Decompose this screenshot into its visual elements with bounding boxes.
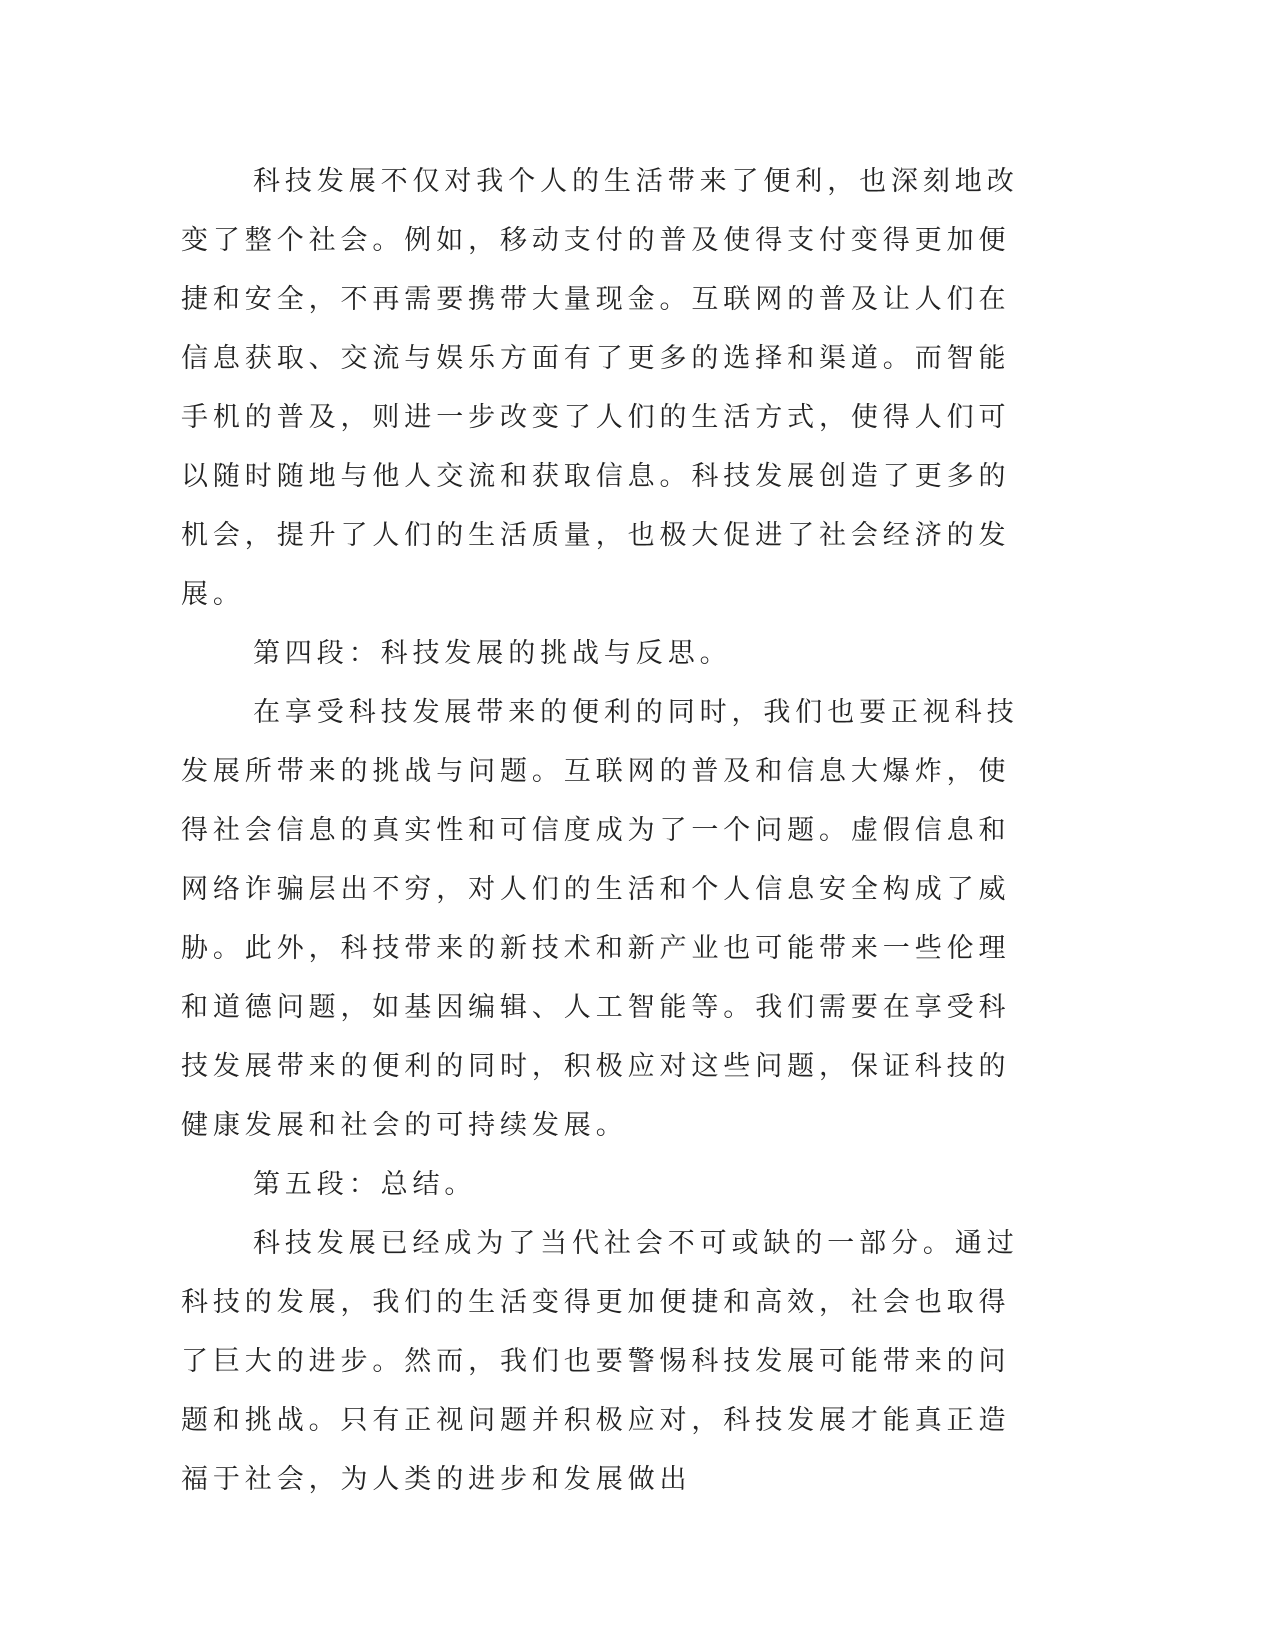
paragraph-challenges: 在享受科技发展带来的便利的同时，我们也要正视科技发展所带来的挑战与问题。互联网的普及和信息大爆炸，使得社会信息的真实性和可信度成为了一个问题。虚假信息和网络诈骗层出不穷，对人们的生活和个人信息安全构成了威胁。此外，科技带来的新技术和新产业也可能带来一些伦理和道德问题，如基因编辑、人工智能等。我们需要在享受科技发展带来的便利的同时，积极应对这些问题，保证科技的健康发展和社会的可持续发展。 xyxy=(181,697,1019,1141)
section-heading-4: 第四段：科技发展的挑战与反思。 xyxy=(253,638,732,669)
section-heading-5: 第五段：总结。 xyxy=(253,1169,477,1200)
paragraph-social-impact: 科技发展不仅对我个人的生活带来了便利，也深刻地改变了整个社会。例如，移动支付的普及使得支付变得更加便捷和安全，不再需要携带大量现金。互联网的普及让人们在信息获取、交流与娱乐方面有了更多的选择和渠道。而智能手机的普及，则进一步改变了人们的生活方式，使得人们可以随时随地与他人交流和获取信息。科技发展创造了更多的机会，提升了人们的生活质量，也极大促进了社会经济的发展。 xyxy=(181,166,1019,610)
document-page xyxy=(181,152,1031,1509)
paragraph-summary: 科技发展已经成为了当代社会不可或缺的一部分。通过科技的发展，我们的生活变得更加便捷和高效，社会也取得了巨大的进步。然而，我们也要警惕科技发展可能带来的问题和挑战。只有正视问题并积极应对，科技发展才能真正造福于社会，为人类的进步和发展做出 xyxy=(181,1228,1019,1495)
